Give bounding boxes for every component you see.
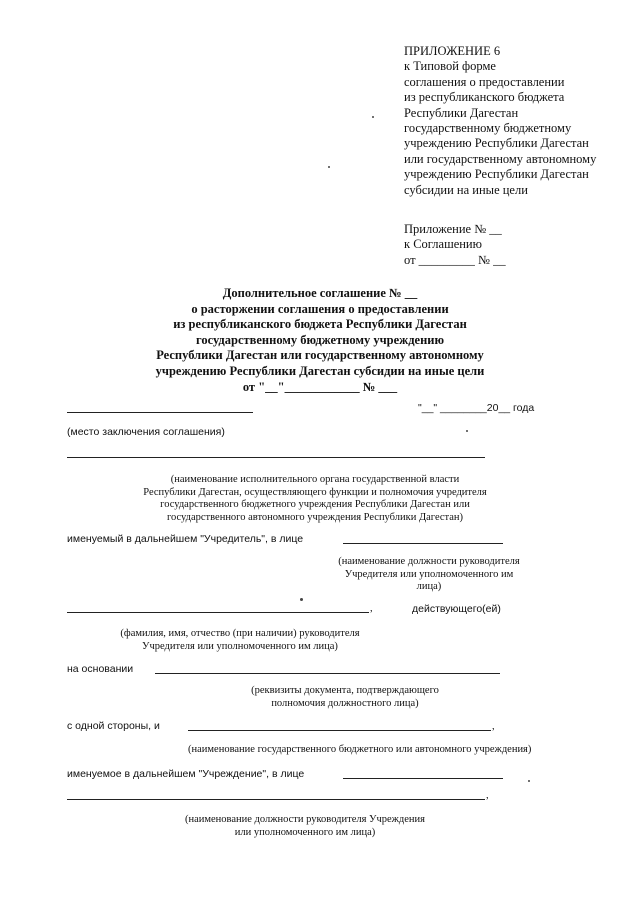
agreement-reference	[404, 222, 506, 268]
comma: ,	[486, 790, 489, 801]
place-caption: (место заключения соглашения)	[67, 426, 225, 438]
title-line: государственному бюджетному учреждению	[195, 332, 445, 347]
caption-line: (наименование должности руководителя	[338, 556, 520, 567]
founder-position-field-line[interactable]	[343, 543, 503, 544]
title-line: Дополнительное соглашение № __	[222, 286, 418, 300]
title-line: из республиканского бюджета Республики Дагестан	[173, 317, 467, 332]
appendix-line: ПРИЛОЖЕНИЕ 6	[404, 44, 501, 58]
basis-field-line[interactable]	[155, 673, 500, 674]
executive-body-caption	[110, 474, 520, 524]
executive-body-field-line[interactable]	[67, 457, 485, 458]
place-field-line[interactable]	[67, 412, 253, 413]
appendix-header	[404, 44, 634, 198]
appendix-line: учреждению Республики Дагестан	[404, 136, 589, 151]
caption-line: (наименование исполнительного органа государственной власти	[170, 474, 460, 485]
appendix-line: из республиканского бюджета	[404, 90, 565, 105]
caption-line: (реквизиты документа, подтверждающего	[251, 685, 439, 696]
appendix-line: субсидии на иные цели	[404, 182, 528, 197]
title-line: от "__"____________ № ___	[242, 379, 398, 394]
scan-speck	[372, 116, 374, 118]
institution-caption: (наименование государственного бюджетного или автономного учреждения)	[188, 744, 532, 755]
appendix-line: Республики Дагестан	[404, 105, 519, 120]
title-line: учреждению Республики Дагестан субсидии на иные цели	[155, 363, 485, 378]
comma: ,	[492, 721, 495, 732]
basis-caption	[220, 685, 470, 710]
appendix-line: государственному бюджетному	[404, 121, 572, 136]
reference-line-1: Приложение № __	[404, 222, 502, 236]
caption-line: государственного бюджетного учреждения Республики Дагестан или	[160, 499, 470, 510]
institution-head-name-field-line[interactable]	[67, 799, 485, 800]
founder-position-caption	[334, 556, 524, 594]
reference-line-3: от _________ № __	[404, 252, 506, 267]
comma: ,	[370, 603, 373, 614]
one-side-label: с одной стороны, и	[67, 720, 160, 732]
founder-label: именуемый в дальнейшем "Учредитель", в лице	[67, 533, 304, 545]
title-line: о расторжении соглашения о предоставлении	[191, 301, 449, 316]
caption-line: (наименование должности руководителя Учреждения	[184, 814, 425, 825]
founder-name-field-line[interactable]	[67, 612, 369, 613]
caption-line: (фамилия, имя, отчество (при наличии) руководителя	[120, 628, 360, 639]
appendix-line: или государственному автономному	[404, 151, 597, 166]
caption-line: государственного автономного учреждения Республики Дагестан)	[166, 511, 464, 523]
institution-head-position-field-line[interactable]	[343, 778, 503, 779]
appendix-line: к Типовой форме	[404, 59, 496, 74]
date-field[interactable]: "__" ________20__ года	[418, 402, 535, 414]
basis-label: на основании	[67, 663, 134, 675]
scan-speck	[328, 166, 330, 168]
appendix-line: соглашения о предоставлении	[404, 74, 565, 89]
caption-line: Учредителя или уполномоченного им лица)	[142, 640, 338, 652]
institution-head-caption	[170, 814, 440, 839]
caption-line: Учредителя или уполномоченного им	[344, 568, 514, 580]
title-line: Республики Дагестан или государственному автономному	[156, 348, 484, 363]
reference-line-2: к Соглашению	[404, 237, 482, 252]
caption-line: полномочия должностного лица)	[271, 697, 419, 709]
acting-label: действующего(ей)	[412, 603, 501, 615]
institution-label: именуемое в дальнейшем "Учреждение", в лице	[67, 768, 305, 780]
scan-speck	[528, 780, 530, 782]
appendix-line: учреждению Республики Дагестан	[404, 167, 589, 182]
institution-field-line[interactable]	[188, 730, 491, 731]
caption-line: или уполномоченного им лица)	[234, 826, 376, 838]
founder-name-caption	[100, 628, 380, 653]
caption-line: Республики Дагестан, осуществляющего функции и полномочия учредителя	[143, 486, 487, 498]
document-title	[120, 286, 520, 395]
scan-speck	[300, 598, 303, 601]
scan-speck	[466, 430, 468, 432]
caption-line: лица)	[416, 581, 442, 592]
